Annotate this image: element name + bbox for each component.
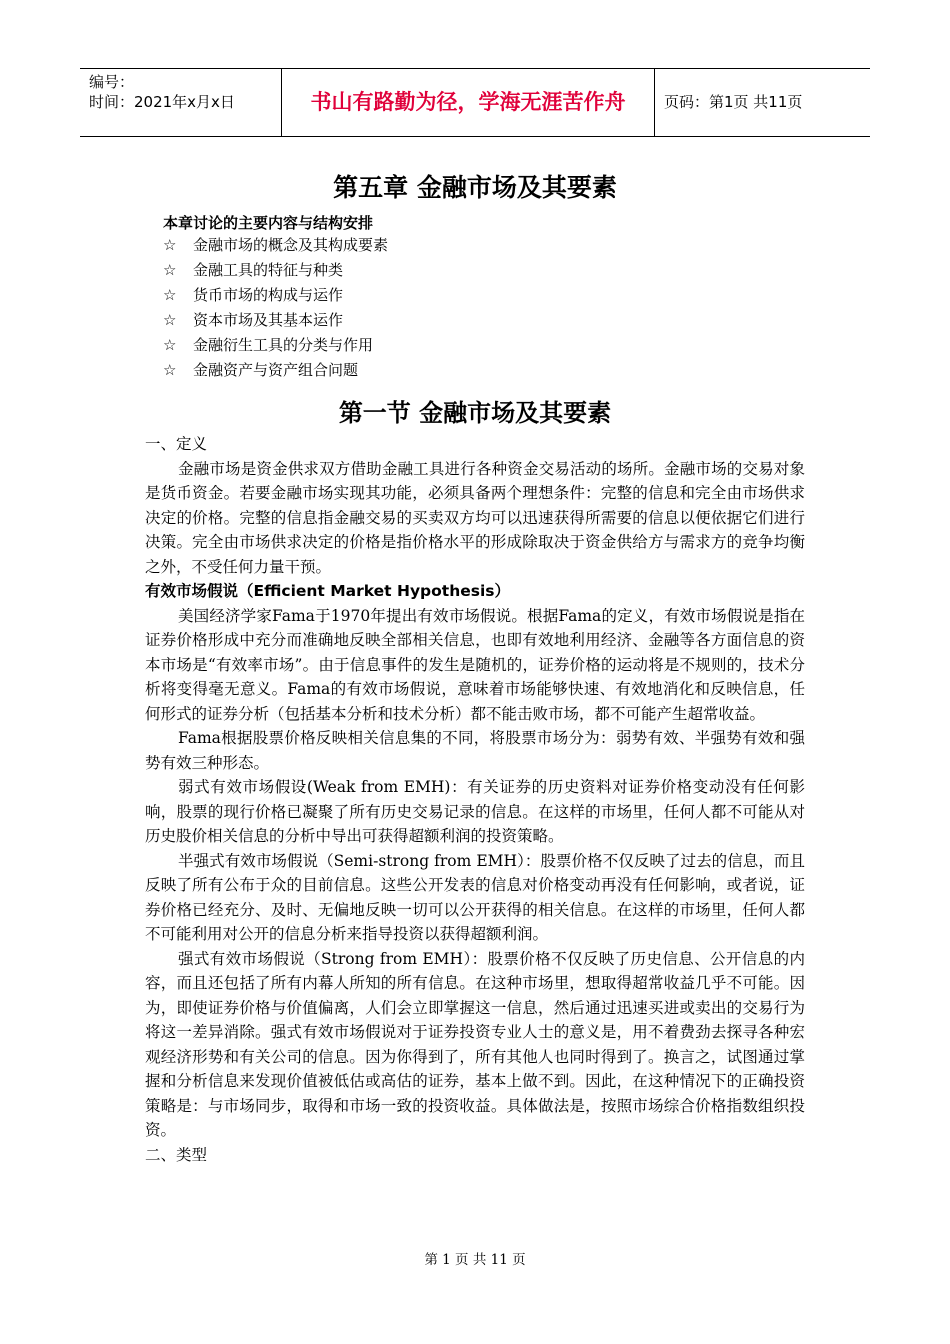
outline-item-label: 金融工具的特征与种类 — [193, 261, 344, 279]
subsection-heading-types: 二、类型 — [145, 1145, 208, 1164]
outline-item-label: 金融市场的概念及其构成要素 — [193, 236, 389, 254]
subsection-heading-definition: 一、定义 — [145, 435, 208, 453]
outline-item — [163, 283, 388, 308]
star-icon: ☆ — [163, 286, 177, 304]
star-icon: ☆ — [163, 336, 177, 354]
outline-item-label: 金融资产与资产组合问题 — [193, 361, 359, 379]
star-icon: ☆ — [163, 261, 177, 279]
outline-item — [163, 358, 388, 383]
paragraph-weak-form: 弱式有效市场假设(Weak from EMH)：有关证券的历史资料对证券价格变动没有任何影响，股票的现行价格已凝聚了所有历史交易记录的信息。在这样的市场里，任何人都不可能从对历史股价相关信息的分析中导出可获得超额利润的投资策略。 — [145, 778, 805, 845]
emh-heading: 有效市场假说（Efficient Market Hypothesis） — [145, 582, 511, 600]
outline-item-label: 金融衍生工具的分类与作用 — [193, 336, 374, 354]
star-icon: ☆ — [163, 311, 177, 329]
paragraph-emh-forms: Fama根据股票价格反映相关信息集的不同，将股票市场分为：弱势有效、半强势有效和强势有效三种形态。 — [145, 729, 805, 772]
header-divider — [654, 69, 655, 136]
header-page-info: 页码：第1页 共11页 — [664, 93, 803, 111]
paragraph-emh-intro: 美国经济学家Fama于1970年提出有效市场假说。根据Fama的定义，有效市场假说是指在证券价格形成中充分而准确地反映全部相关信息，也即有效地利用经济、金融等各方面信息的资本市场是“有效率市场”。由于信息事件的发生是随机的，证券价格的运动将是不规则的，技术分析将变得毫无意义。Fama的有效市场假说，意味着市场能够快速、有效地消化和反映信息，任何形式的证券分析（包括基本分析和技术分析）都不能击败市场，都不可能产生超常收益。 — [145, 606, 805, 723]
page-footer: 第 1 页 共 11 页 — [424, 1252, 526, 1268]
header-info-cell — [80, 69, 281, 136]
document-body — [145, 432, 805, 1167]
chapter-title: 第五章 金融市场及其要素 — [333, 173, 617, 202]
outline-item — [163, 233, 388, 258]
number-label: 编号： — [89, 73, 135, 91]
section-title: 第一节 金融市场及其要素 — [338, 399, 612, 427]
outline-item — [163, 258, 388, 283]
paragraph-definition: 金融市场是资金供求双方借助金融工具进行各种资金交易活动的场所。金融市场的交易对象是货币资金。若要金融市场实现其功能，必须具备两个理想条件：完整的信息和完全由市场供求决定的价格。完整的信息指金融交易的买卖双方均可以迅速获得所需要的信息以便依据它们进行决策。完全由市场供求决定的价格是指价格水平的形成除取决于资金供给方与需求方的竞争均衡之外，不受任何力量干预。 — [145, 459, 805, 576]
paragraph-strong-form: 强式有效市场假说（Strong from EMH）：股票价格不仅反映了历史信息、公开信息的内容，而且还包括了所有内幕人所知的所有信息。在这种市场里，想取得超常收益几乎不可能。因为，即使证券价格与价值偏离，人们会立即掌握这一信息，然后通过迅速买进或卖出的交易行为将这一差异消除。强式有效市场假说对于证券投资专业人士的意义是，用不着费劲去探寻各种宏观经济形势和有关公司的信息。因为你得到了，所有其他人也同时得到了。换言之，试图通过掌握和分析信息来发现价值被低估或高估的证券，基本上做不到。因此，在这种情况下的正确投资策略是：与市场同步，取得和市场一致的投资收益。具体做法是，按照市场综合价格指数组织投资。 — [145, 949, 805, 1139]
paragraph-semi-strong-form: 半强式有效市场假说（Semi-strong from EMH）：股票价格不仅反映了过去的信息，而且反映了所有公布于众的目前信息。这些公开发表的信息对价格变动再没有任何影响，或者说，证券价格已经充分、及时、无偏地反映一切可以公开获得的相关信息。在这样的市场里，任何人都不可能利用对公开的信息分析来指导投资以获得超额利润。 — [145, 851, 805, 943]
outline-item-label: 货币市场的构成与运作 — [193, 286, 344, 304]
date-label: 时间：2021年x月x日 — [89, 93, 235, 111]
header-motto: 书山有路勤为径，学海无涯苦作舟 — [310, 90, 626, 114]
star-icon: ☆ — [163, 236, 177, 254]
outline-heading: 本章讨论的主要内容与结构安排 — [163, 214, 374, 232]
star-icon: ☆ — [163, 361, 177, 379]
outline-list — [163, 233, 388, 383]
outline-item — [163, 308, 388, 333]
header-table — [80, 68, 870, 137]
outline-item — [163, 333, 388, 358]
outline-item-label: 资本市场及其基本运作 — [193, 311, 344, 329]
